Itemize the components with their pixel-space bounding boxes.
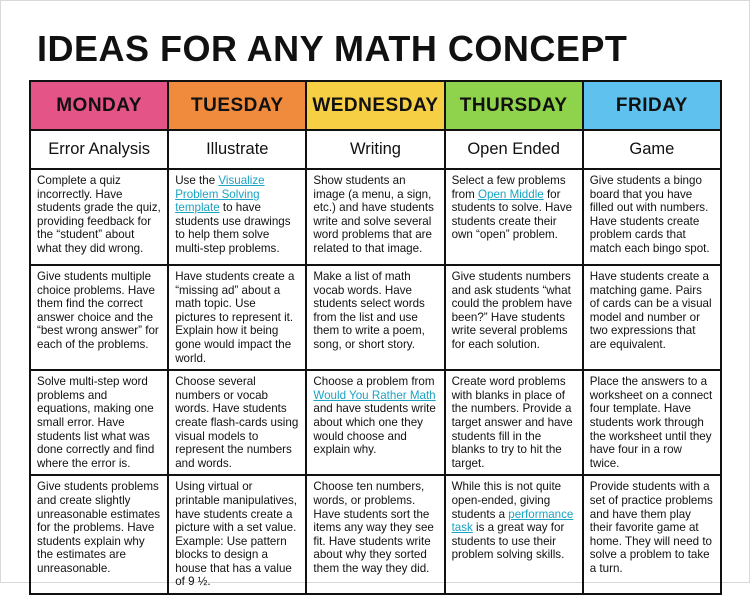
idea-text-before: While this is not quite open-ended, giving students a (451, 480, 562, 521)
activity-thursday: Open Ended (445, 130, 583, 169)
activity-header-row (30, 130, 721, 169)
idea-cell (168, 169, 306, 265)
idea-cell (306, 370, 444, 475)
activity-friday: Game (583, 130, 721, 169)
day-header-thursday: THURSDAY (445, 81, 583, 130)
performance-task-link[interactable]: performance task (451, 507, 574, 535)
idea-text-before: Choose a problem from (313, 375, 435, 389)
page-title: IDEAS FOR ANY MATH CONCEPT (37, 28, 628, 69)
activity-tuesday: Illustrate (168, 130, 306, 169)
day-header-tuesday: TUESDAY (168, 81, 306, 130)
idea-row-3 (30, 370, 721, 475)
idea-cell: Have students create a “missing ad” about a math topic. Use pictures to represent it. Explain how it being gone would impact the world. (168, 265, 306, 370)
idea-cell (445, 169, 583, 265)
idea-cell: Complete a quiz incorrectly. Have students grade the quiz, providing feedback for the “student” about what they did wrong. (30, 169, 168, 265)
idea-cell: Give students a bingo board that you have filled out with numbers. Have students create problem cards that match each bingo spot. (583, 169, 721, 265)
idea-cell: Choose several numbers or vocab words. Have students create flash-cards using visual models to represent the numbers and words. (168, 370, 306, 475)
idea-cell: Have students create a matching game. Pairs of cards can be a visual model and number or two expressions that are equivalent. (583, 265, 721, 370)
idea-cell: Create word problems with blanks in place of the numbers. Provide a target answer and have students fill in the blanks to try to hit the target. (445, 370, 583, 475)
weekly-ideas-table (29, 80, 722, 595)
idea-cell: Give students numbers and ask students “what could the problem have been?” Have students write several problems for each solution. (445, 265, 583, 370)
idea-text-after: to have students use drawings to help them solve multi-step problems. (175, 201, 291, 255)
day-header-friday: FRIDAY (583, 81, 721, 130)
idea-cell: Make a list of math vocab words. Have students select words from the list and use them to write a poem, song, or short story. (306, 265, 444, 370)
idea-cell: Give students multiple choice problems. Have them find the correct answer choice and the “best wrong answer” for each of the problems. (30, 265, 168, 370)
idea-row-1 (30, 169, 721, 265)
day-header-wednesday: WEDNESDAY (306, 81, 444, 130)
day-header-row (30, 81, 721, 130)
idea-cell: Using virtual or printable manipulatives, have students create a picture with a set value. Example: Use pattern blocks to design a house that has a value of 9 ½. (168, 475, 306, 594)
idea-row-2 (30, 265, 721, 370)
idea-text-before: Use the (175, 174, 219, 187)
idea-cell: Choose ten numbers, words, or problems. Have students sort the items any way they see fit. Have students write about why they sorted them the way they did. (306, 475, 444, 594)
day-header-monday: MONDAY (30, 81, 168, 130)
idea-cell: Solve multi-step word problems and equations, making one small error. Have students list what was done correctly and find where the error is. (30, 370, 168, 475)
idea-cell (445, 475, 583, 594)
open-middle-link[interactable]: Open Middle (477, 187, 544, 201)
idea-cell: Place the answers to a worksheet on a connect four template. Have students work through the worksheet until they have four in a row twice. (583, 370, 721, 475)
idea-text-after: and have students write about which one they would choose and explain why. (313, 402, 436, 457)
activity-wednesday: Writing (306, 130, 444, 169)
activity-monday: Error Analysis (30, 130, 168, 169)
idea-row-4 (30, 475, 721, 594)
idea-text-before: Select a few problems from (451, 174, 566, 201)
would-you-rather-math-link[interactable]: Would You Rather Math (313, 388, 436, 402)
idea-cell: Give students problems and create slightly unreasonable estimates for the problems. Have students explain why the estimates are unreasonable. (30, 475, 168, 594)
idea-text-after: is a great way for students to use their problem solving skills. (451, 521, 565, 562)
idea-cell: Show students an image (a menu, a sign, etc.) and have students write and solve several word problems that are related to that image. (306, 169, 444, 265)
idea-text-after: for students to solve. Have students create their own “open” problem. (451, 187, 573, 242)
visualize-problem-solving-link[interactable]: Visualize Problem Solving template (175, 174, 265, 215)
idea-cell: Provide students with a set of practice problems and have them play their favorite game at home. They will need to solve a problem to take a turn. (583, 475, 721, 594)
